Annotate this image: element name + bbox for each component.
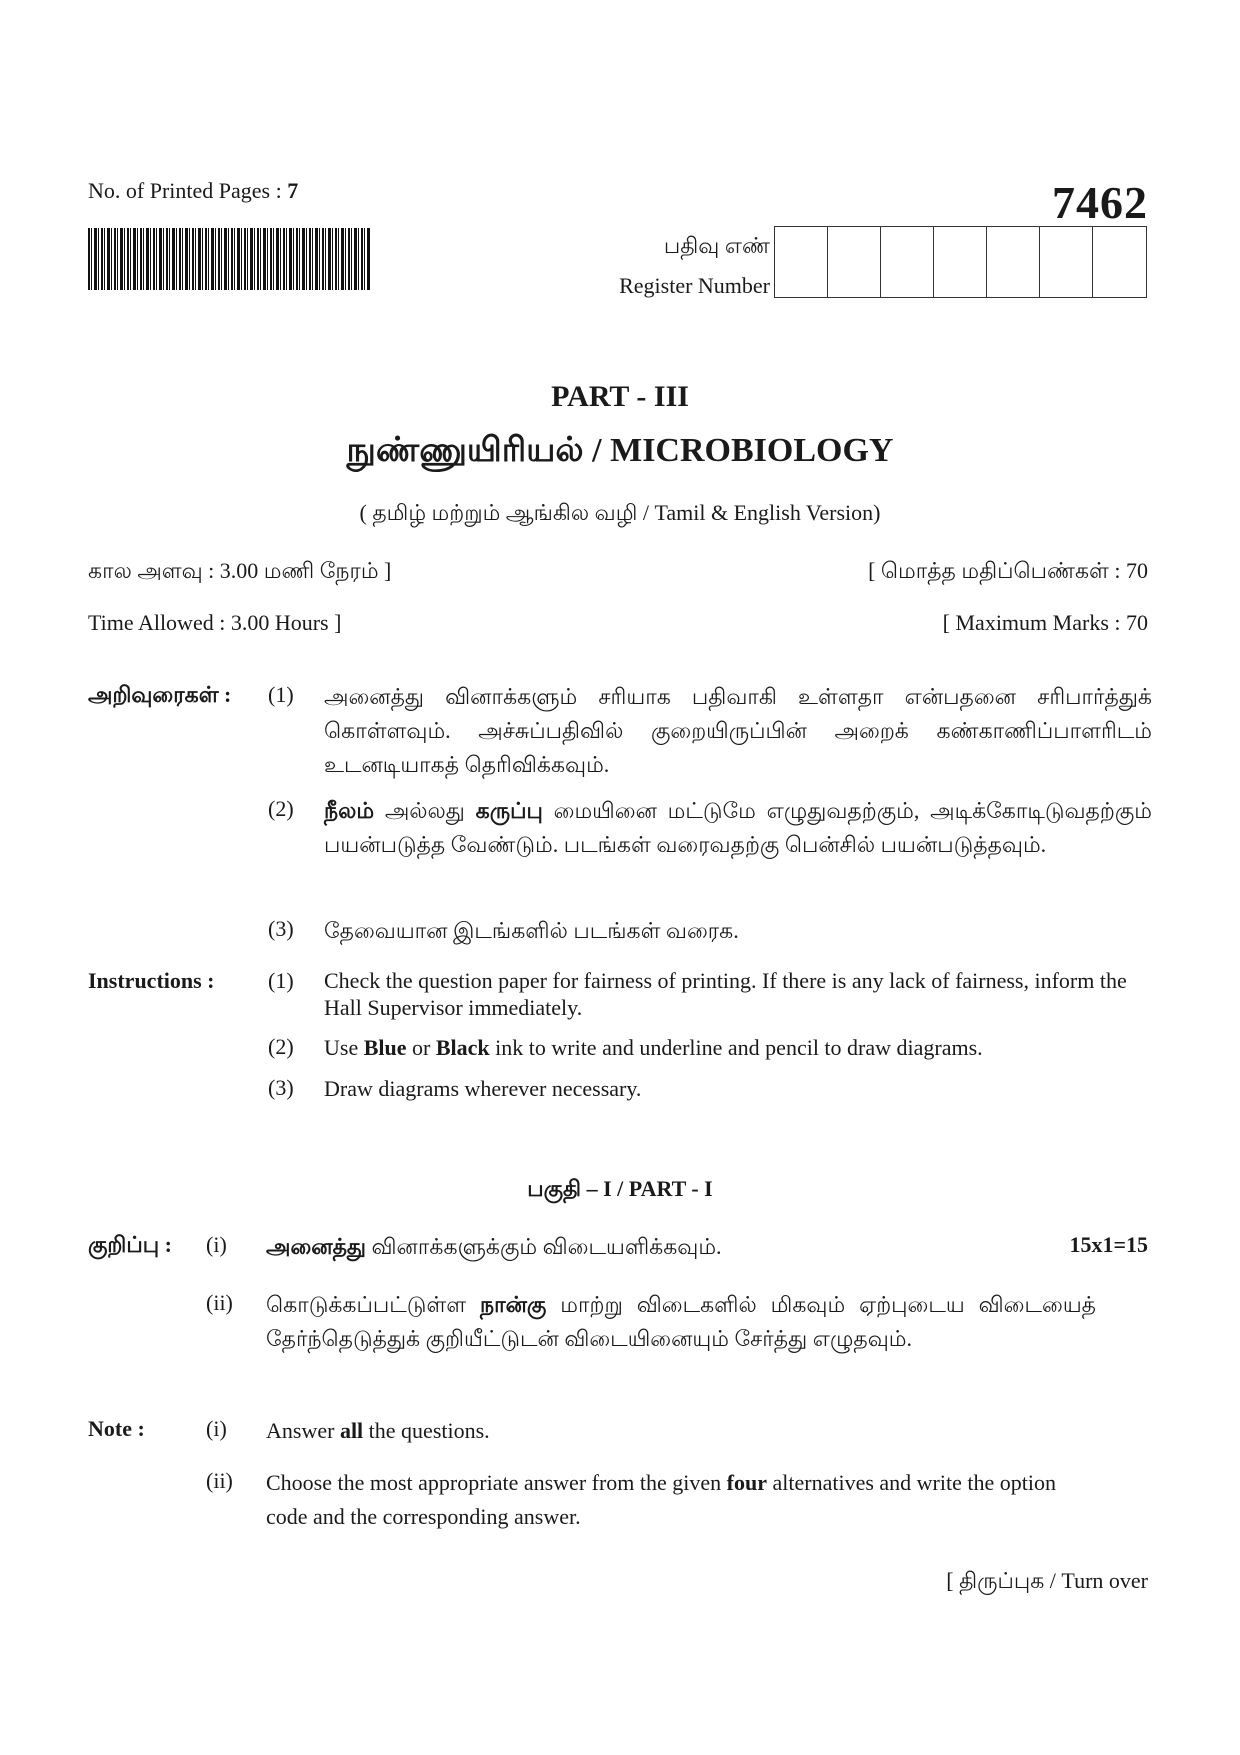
- time-allowed-english: Time Allowed : 3.00 Hours ]: [88, 610, 342, 635]
- max-marks-english: [ Maximum Marks : 70: [942, 610, 1148, 635]
- register-digit-box[interactable]: [1093, 227, 1146, 297]
- instruction-number: (3): [268, 916, 294, 941]
- bold-word-black: Black: [435, 1035, 490, 1060]
- subject-title: நுண்ணுயிரியல் / MICROBIOLOGY: [346, 432, 894, 469]
- note-text: கொடுக்கப்பட்டுள்ள நான்கு மாற்று விடைகளில் மிகவும் ஏற்புடைய விடையைத் தேர்ந்தெடுத்துக் குறியீட்டுடன் விடையினையும் சேர்த்து எழுதவும்.: [266, 1292, 1097, 1351]
- bold-word-four: நான்கு: [479, 1292, 547, 1317]
- note-label-tamil: குறிப்பு :: [88, 1232, 172, 1257]
- bold-word-blue: Blue: [363, 1035, 407, 1060]
- bold-word-all: அனைத்து: [266, 1234, 367, 1259]
- bold-word-blue: நீலம்: [324, 798, 375, 823]
- version-line: ( தமிழ் மற்றும் ஆங்கில வழி / Tamil & English Version): [359, 500, 881, 525]
- part-title: PART - III: [551, 380, 689, 413]
- bold-word-black: கருப்பு: [475, 798, 543, 823]
- time-allowed-tamil: கால அளவு : 3.00 மணி நேரம் ]: [88, 558, 392, 583]
- instruction-text: Check the question paper for fairness of printing. If there is any lack of fairness, inform the Hall Supervisor immediately.: [324, 968, 1127, 1020]
- register-digit-box[interactable]: [881, 227, 934, 297]
- section-marks: 15x1=15: [1069, 1232, 1148, 1257]
- instruction-number: (2): [268, 796, 294, 821]
- paper-code: 7462: [1052, 177, 1148, 228]
- register-digit-box[interactable]: [828, 227, 881, 297]
- instructions-label-english: Instructions :: [88, 968, 215, 993]
- note-number: (ii): [206, 1468, 233, 1493]
- instruction-text: தேவையான இடங்களில் படங்கள் வரைக.: [324, 918, 739, 943]
- note-text: Answer all the questions.: [266, 1418, 490, 1443]
- note-label-english: Note :: [88, 1416, 145, 1441]
- instruction-number: (1): [268, 682, 294, 707]
- instruction-number: (2): [268, 1034, 294, 1059]
- section-heading: பகுதி – I / PART - I: [527, 1176, 713, 1201]
- instruction-number: (3): [268, 1075, 294, 1100]
- register-digit-box[interactable]: [1040, 227, 1093, 297]
- bold-word-four: four: [726, 1470, 767, 1495]
- instruction-text: அனைத்து வினாக்களும் சரியாக பதிவாகி உள்ளதா என்பதனை சரிபார்த்துக் கொள்ளவும். அச்சுப்பதிவில் குறையிருப்பின் அறைக் கண்காணிப்பாளரிடம் உடனடியாகத் தெரிவிக்கவும்.: [324, 684, 1152, 777]
- register-number-label: [619, 226, 770, 306]
- barcode-image: [88, 228, 370, 290]
- turn-over-label: [ திருப்புக / Turn over: [946, 1568, 1148, 1593]
- register-digit-box[interactable]: [775, 227, 828, 297]
- instructions-label-tamil: அறிவுரைகள் :: [88, 682, 232, 707]
- note-text: அனைத்து வினாக்களுக்கும் விடையளிக்கவும்.: [266, 1234, 722, 1259]
- printed-pages: [88, 178, 298, 204]
- bold-word-all: all: [339, 1418, 364, 1443]
- max-marks-tamil: [ மொத்த மதிப்பெண்கள் : 70: [868, 558, 1148, 583]
- register-digit-box[interactable]: [934, 227, 987, 297]
- register-number-boxes[interactable]: [774, 226, 1147, 298]
- instruction-number: (1): [268, 968, 294, 993]
- register-digit-box[interactable]: [987, 227, 1040, 297]
- instruction-text: Use Blue or Black ink to write and underline and pencil to draw diagrams.: [324, 1035, 983, 1060]
- printed-pages-label: No. of Printed Pages :: [88, 178, 288, 203]
- instruction-text: Draw diagrams wherever necessary.: [324, 1076, 642, 1101]
- note-number: (i): [206, 1232, 227, 1257]
- note-number: (i): [206, 1416, 227, 1441]
- register-label-english: Register Number: [619, 273, 770, 298]
- printed-pages-value: 7: [287, 178, 299, 203]
- instruction-text: நீலம் அல்லது கருப்பு மையினை மட்டுமே எழுதுவதற்கும், அடிக்கோடிடுவதற்கும் பயன்படுத்த வேண்டும். படங்கள் வரைவதற்கு பென்சில் பயன்படுத்தவும்.: [324, 798, 1152, 857]
- register-label-tamil: பதிவு எண்: [663, 233, 770, 258]
- note-text: Choose the most appropriate answer from the given four alternatives and write the option code and the corresponding answer.: [266, 1470, 1056, 1529]
- note-number: (ii): [206, 1290, 233, 1315]
